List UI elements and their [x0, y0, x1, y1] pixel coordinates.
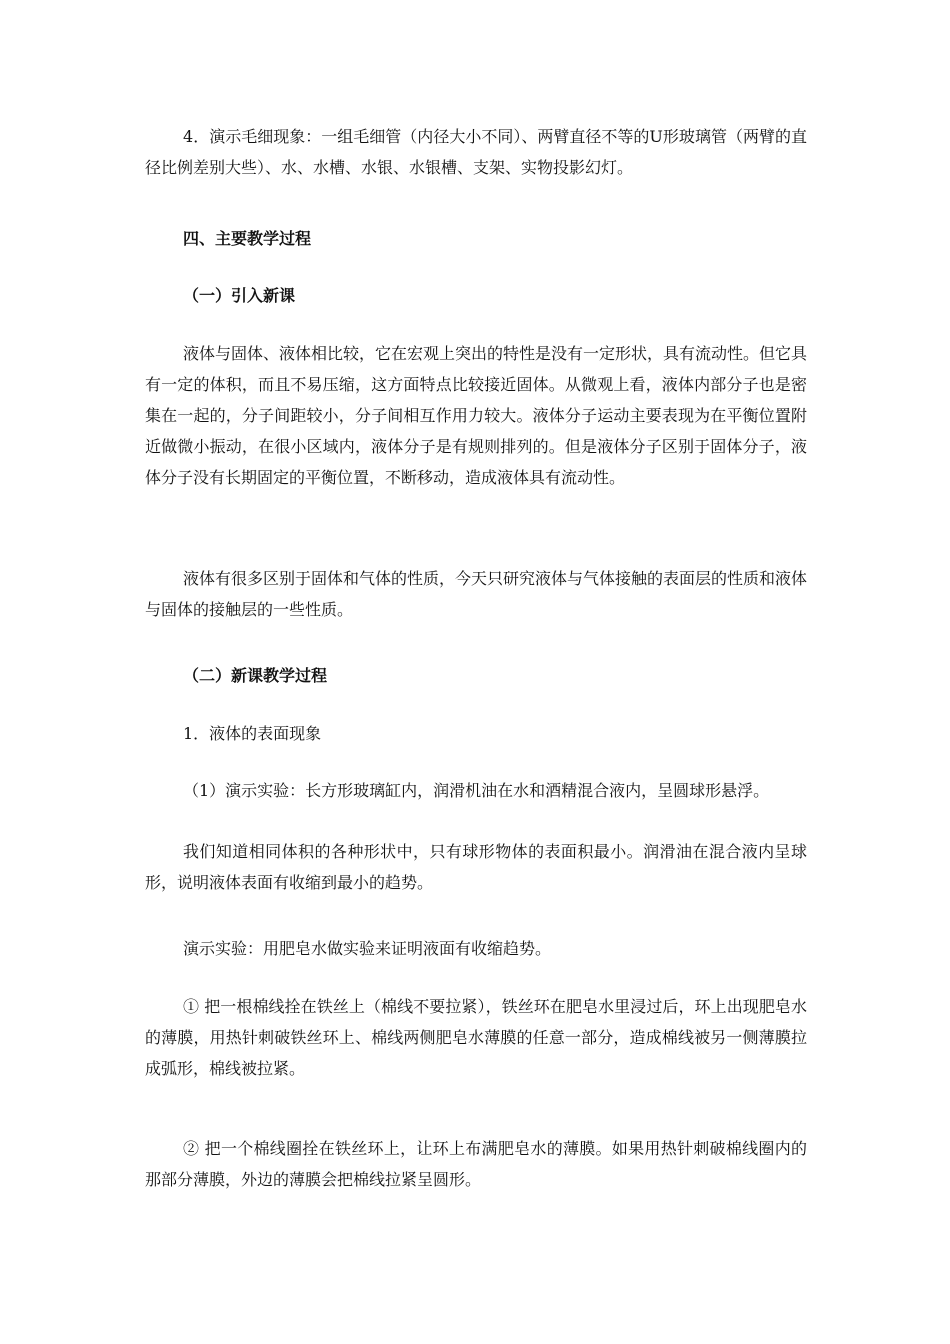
section-heading-teaching-process: 四、主要教学过程 — [183, 229, 312, 248]
soap-experiment-step-1-paragraph: ① 把一根棉线拴在铁丝上（棉线不要拉紧），铁丝环在肥皂水里浸过后，环上出现肥皂水的薄膜，用热针刺破铁丝环上、棉线两侧肥皂水薄膜的任意一部分，造成棉线被另一侧薄膜拉成弧形，棉线被拉紧。 — [145, 997, 807, 1078]
subsection-heading-new-lesson: （二）新课教学过程 — [183, 666, 328, 685]
equipment-list-paragraph: 4．演示毛细现象：一组毛细管（内径大小不同）、两臂直径不等的U形玻璃管（两臂的直径比例差别大些）、水、水槽、水银、水银槽、支架、实物投影幻灯。 — [145, 127, 807, 177]
research-scope-paragraph: 液体有很多区别于固体和气体的性质，今天只研究液体与气体接触的表面层的性质和液体与固体的接触层的一些性质。 — [145, 569, 808, 619]
liquid-properties-paragraph: 液体与固体、液体相比较，它在宏观上突出的特性是没有一定形状，具有流动性。但它具有一定的体积，而且不易压缩，这方面特点比较接近固体。从微观上看，液体内部分子也是密集在一起的，分子间距较小，分子间相互作用力较大。液体分子运动主要表现为在平衡位置附近做微小振动，在很小区域内，液体分子是有规则排列的。但是液体分子区别于固体分子，液体分子没有长期固定的平衡位置，不断移动，造成液体具有流动性。 — [145, 344, 808, 487]
soap-experiment-intro-paragraph: 演示实验：用肥皂水做实验来证明液面有收缩趋势。 — [183, 939, 552, 958]
sphere-surface-paragraph: 我们知道相同体积的各种形状中，只有球形物体的表面积最小。润滑油在混合液内呈球形，说明液体表面有收缩到最小的趋势。 — [145, 842, 807, 892]
soap-experiment-step-2-paragraph: ② 把一个棉线圈拴在铁丝环上，让环上布满肥皂水的薄膜。如果用热针刺破棉线圈内的那部分薄膜，外边的薄膜会把棉线拉紧呈圆形。 — [145, 1139, 807, 1189]
experiment-1-paragraph: （1）演示实验：长方形玻璃缸内，润滑机油在水和酒精混合液内，呈圆球形悬浮。 — [183, 781, 770, 800]
subsection-heading-introduction: （一）引入新课 — [183, 286, 296, 305]
topic-heading-surface-phenomena: 1．液体的表面现象 — [183, 724, 322, 743]
